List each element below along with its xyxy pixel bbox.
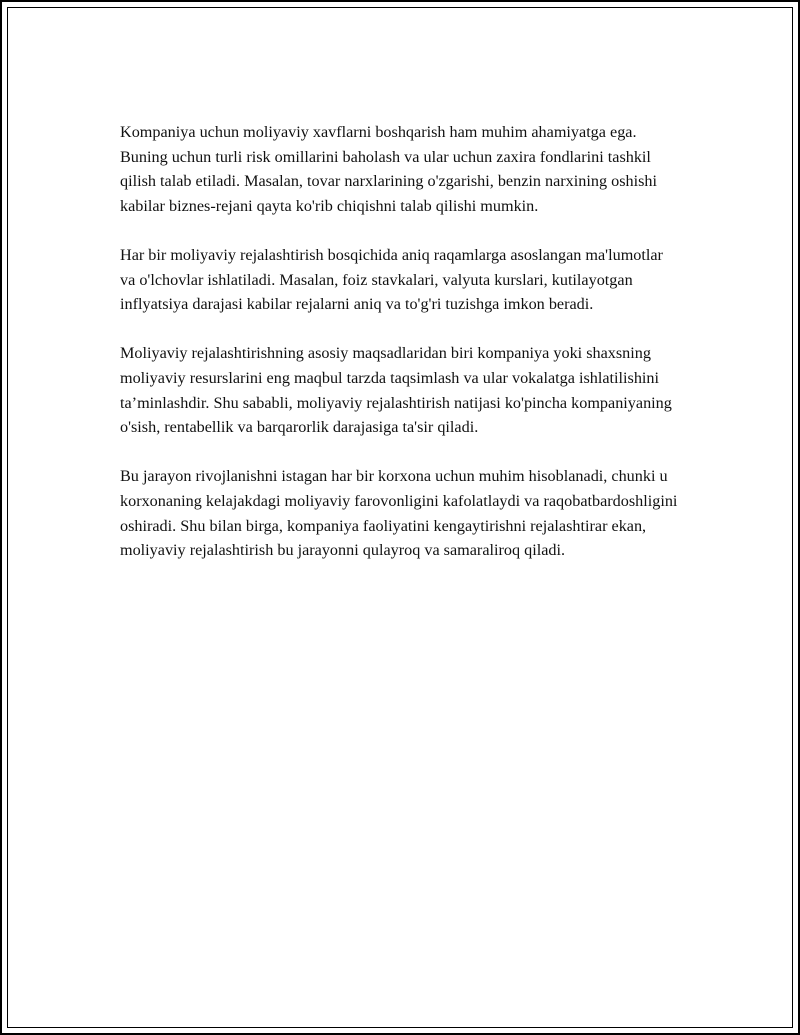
paragraph-business-growth: Bu jarayon rivojlanishni istagan har bir korxona uchun muhim hisoblanadi, chunki u korxonaning kelajakdagi moliyaviy farovonligini kafolatlaydi va raqobatbardoshligini oshiradi. Shu bilan birga, kompaniya faoliyatini kengaytirishni rejalashtirar ekan, moliyaviy rejalashtirish bu jarayonni qulayroq va samaraliroq qiladi.	[120, 467, 678, 560]
document-body	[120, 120, 680, 587]
paragraph-risk-management: Kompaniya uchun moliyaviy xavflarni boshqarish ham muhim ahamiyatga ega. Buning uchun turli risk omillarini baholash va ular uchun zaxira fondlarini tashkil qilish talab etiladi. Masalan, tovar narxlarining o'zgarishi, benzin narxining oshishi kabilar biznes-rejani qayta ko'rib chiqishni talab qilishi mumkin.	[120, 123, 657, 215]
paragraph-planning-goals: Moliyaviy rejalashtirishning asosiy maqsadlaridan biri kompaniya yoki shaxsning moliyaviy resurslarini eng maqbul tarzda taqsimlash va ular vokalatga ishlatilishini ta’minlashdir. Shu sababli, moliyaviy rejalashtirish natijasi ko'pincha kompaniyaning o'sish, rentabellik va barqarorlik darajasiga ta'sir qiladi.	[120, 344, 672, 437]
paragraph-planning-data: Har bir moliyaviy rejalashtirish bosqichida aniq raqamlarga asoslangan ma'lumotlar va o'lchovlar ishlatiladi. Masalan, foiz stavkalari, valyuta kurslari, kutilayotgan inflyatsiya darajasi kabilar rejalarni aniq va to'g'ri tuzishga imkon beradi.	[120, 245, 663, 314]
